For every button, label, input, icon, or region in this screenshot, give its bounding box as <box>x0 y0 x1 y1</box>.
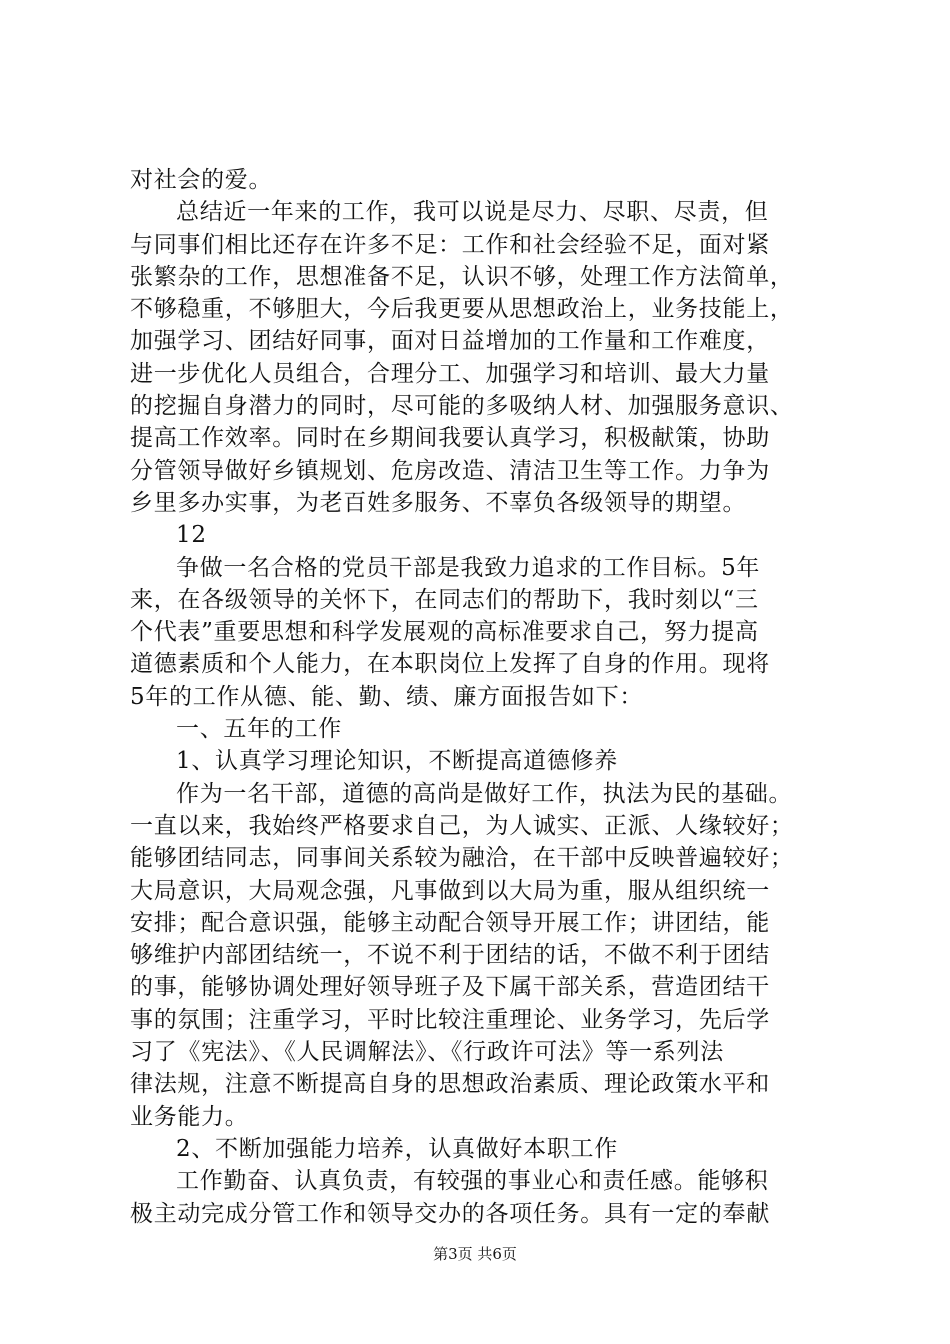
text-line: 不够稳重，不够胆大，今后我更要从思想政治上，业务技能上， <box>130 296 794 323</box>
text-line: 提高工作效率。同时在乡期间我要认真学习，积极献策，协助 <box>130 425 770 452</box>
text-line: 业务能力。 <box>130 1103 249 1130</box>
text-line: 1、认真学习理论知识，不断提高道德修养 <box>176 748 618 775</box>
text-line: 2、不断加强能力培养，认真做好本职工作 <box>176 1135 618 1162</box>
text-line: 与同事们相比还存在许多不足：工作和社会经验不足，面对紧 <box>130 231 770 258</box>
text-line: 乡里多办实事，为老百姓多服务、不辜负各级领导的期望。 <box>130 489 747 516</box>
text-line: 5年的工作从德、能、勤、绩、廉方面报告如下： <box>130 683 644 710</box>
text-line: 习了《宪法》、《人民调解法》、《行政许可法》等一系列法 <box>130 1039 724 1066</box>
text-line: 对社会的爱。 <box>130 167 273 193</box>
text-line: 一直以来，我始终严格要求自己，为人诚实、正派、人缘较好； <box>130 812 794 839</box>
text-line: 来，在各级领导的关怀下，在同志们的帮助下，我时刻以“三 <box>130 586 759 613</box>
text-line: 12 <box>176 522 207 549</box>
text-line: 律法规，注意不断提高自身的思想政治素质、理论政策水平和 <box>130 1071 770 1098</box>
text-line: 极主动完成分管工作和领导交办的各项任务。具有一定的奉献 <box>130 1200 770 1227</box>
text-line: 进一步优化人员组合，合理分工、加强学习和培训、最大力量 <box>130 360 770 387</box>
text-line: 的挖掘自身潜力的同时，尽可能的多吸纳人材、加强服务意识、 <box>130 393 794 420</box>
text-line: 一、五年的工作 <box>176 716 342 743</box>
text-line: 张繁杂的工作，思想准备不足，认识不够，处理工作方法简单， <box>130 263 794 290</box>
text-line: 够维护内部团结统一，不说不利于团结的话，不做不利于团结 <box>130 942 770 969</box>
page-number-footer: 第3页 共6页 <box>433 1245 517 1263</box>
text-line: 道德素质和个人能力，在本职岗位上发挥了自身的作用。现将 <box>130 651 770 678</box>
text-line: 总结近一年来的工作，我可以说是尽力、尽职、尽责，但 <box>176 199 769 226</box>
text-line: 能够团结同志，同事间关系较为融洽，在干部中反映普遍较好； <box>130 845 794 872</box>
text-line: 争做一名合格的党员干部是我致力追求的工作目标。5年 <box>176 554 761 581</box>
text-line: 分管领导做好乡镇规划、危房改造、清洁卫生等工作。力争为 <box>130 457 770 484</box>
text-line: 大局意识，大局观念强，凡事做到以大局为重，服从组织统一 <box>130 877 770 904</box>
text-line: 个代表”重要思想和科学发展观的高标准要求自己，努力提高 <box>130 619 759 646</box>
text-line: 安排；配合意识强，能够主动配合领导开展工作；讲团结，能 <box>130 909 770 936</box>
text-line: 事的氛围；注重学习，平时比较注重理论、业务学习，先后学 <box>130 1006 770 1033</box>
text-line: 的事，能够协调处理好领导班子及下属干部关系，营造团结干 <box>130 974 770 1001</box>
text-line: 加强学习、团结好同事，面对日益增加的工作量和工作难度， <box>130 328 770 355</box>
document-body <box>130 164 830 1230</box>
text-line: 工作勤奋、认真负责，有较强的事业心和责任感。能够积 <box>176 1168 769 1195</box>
text-line: 作为一名干部，道德的高尚是做好工作，执法为民的基础。 <box>176 780 793 807</box>
